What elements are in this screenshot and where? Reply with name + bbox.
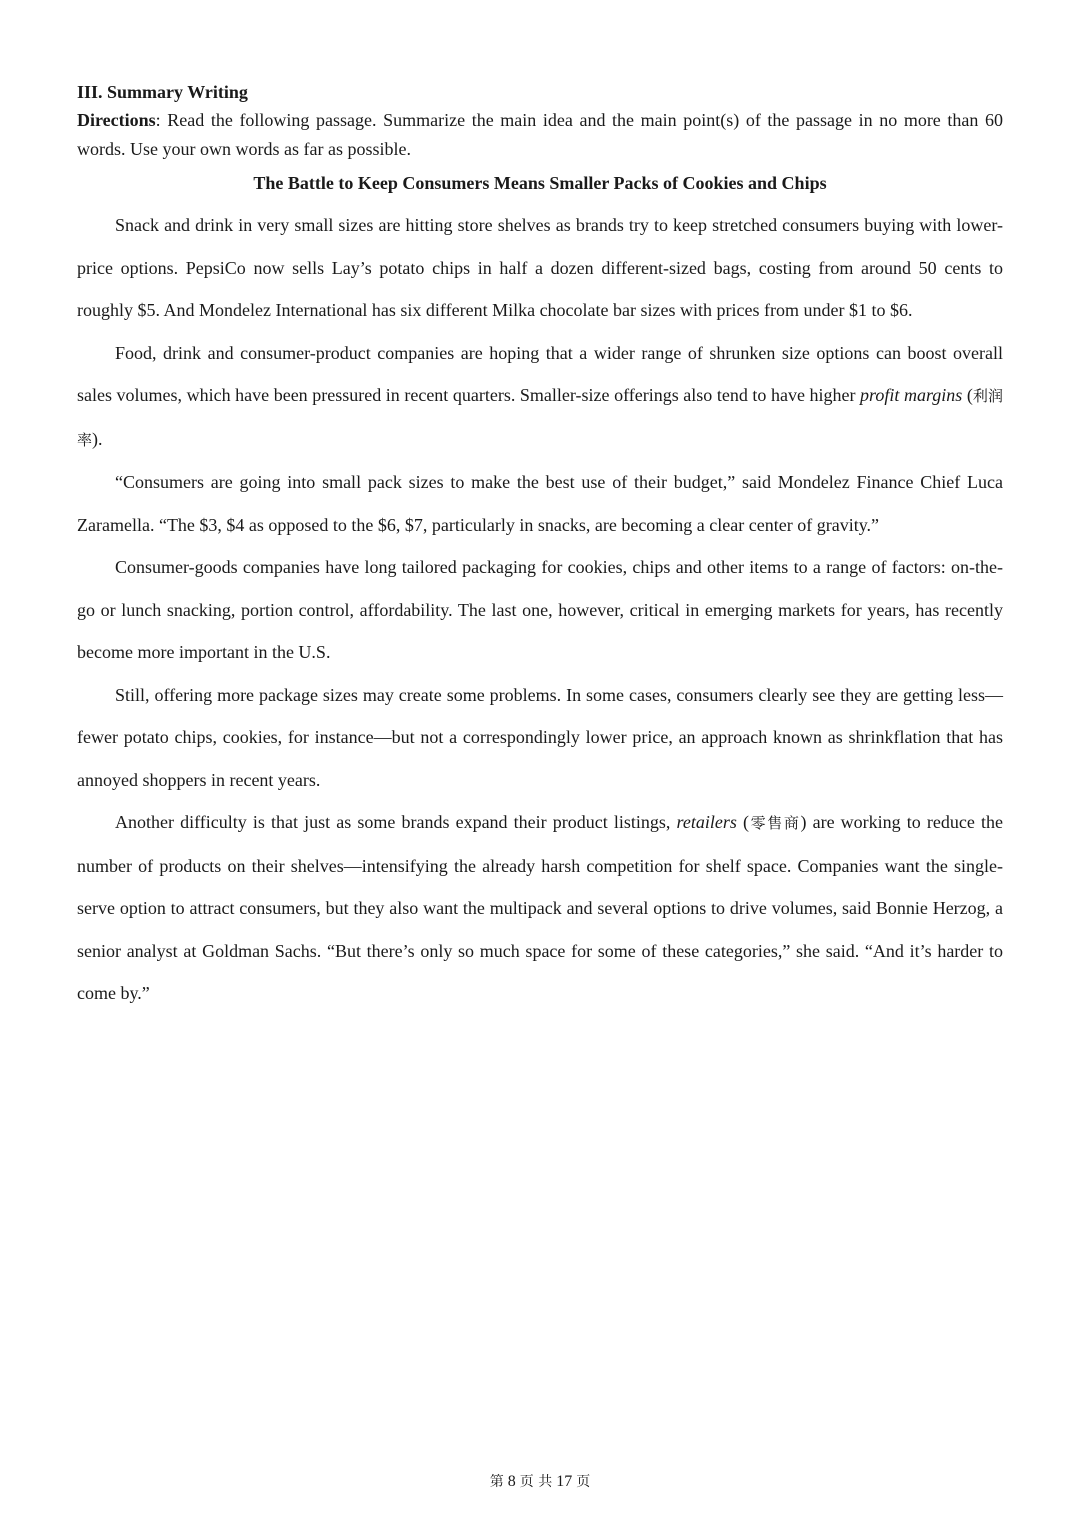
term-profit-margins: profit margins	[860, 385, 963, 405]
paragraph-3: “Consumers are going into small pack sizes to make the best use of their budget,” said Mondelez Finance Chief Luca Zaramella. “The $3, $4 as opposed to the $6, $7, particularly in snacks, are becoming a clear center of gravity.”	[77, 472, 1003, 535]
gloss-open: (	[962, 385, 973, 405]
gloss-retailers: 零售商	[748, 814, 801, 832]
paragraph-5: Still, offering more package sizes may create some problems. In some cases, consumers clearly see they are getting less—fewer potato chips, cookies, for instance—but not a correspondingly lower price, an approach known as shrinkflation that has annoyed shoppers in recent years.	[77, 684, 1003, 790]
footer-mid: 页 共	[519, 1474, 553, 1490]
section-heading: III. Summary Writing	[77, 82, 248, 102]
paragraph-4: Consumer-goods companies have long tailored packaging for cookies, chips and other items to a range of factors: on-the-go or lunch snacking, portion control, affordability. The last one, however, critical in emerging markets for years, has recently become more important in the U.S.	[77, 557, 1003, 662]
directions-label: Directions	[77, 110, 156, 130]
term-retailers: retailers	[676, 812, 737, 832]
passage-title: The Battle to Keep Consumers Means Smaller Packs of Cookies and Chips	[253, 173, 827, 193]
paragraph-6-text-after: are working to reduce the number of products on their shelves—intensifying the already harsh competition for shelf space. Companies want the single-serve option to attract consumers, but they also want the multipack and several options to drive volumes, said Bonnie Herzog, a senior analyst at Goldman Sachs. “But there’s only so much space for some of these categories,” she said. “And it’s harder to come by.”	[77, 812, 1003, 1003]
paragraph-6	[77, 801, 1003, 1015]
gloss-close: ).	[92, 428, 103, 449]
directions-text: : Read the following passage. Summarize the main idea and the main point(s) of the passage in no more than 60 words. Use your own words as far as possible.	[77, 110, 1003, 159]
footer-total-pages: 17	[556, 1473, 573, 1490]
paragraph-2-text: Food, drink and consumer-product companies are hoping that a wider range of shrunken size options can boost overall sales volumes, which have been pressured in recent quarters. Smaller-size offerings also tend to have higher	[77, 342, 1003, 405]
paragraph-1: Snack and drink in very small sizes are hitting store shelves as brands try to keep stretched consumers buying with lower-price options. PepsiCo now sells Lay’s potato chips in half a dozen different-sized bags, costing from around 50 cents to roughly $5. And Mondelez International has six different Milka chocolate bar sizes with prices from under $1 to $6.	[77, 215, 1003, 320]
directions	[77, 106, 1003, 164]
exam-page	[77, 78, 1003, 1015]
footer-suffix: 页	[576, 1474, 591, 1490]
gloss-profit-margins: 利润率	[77, 387, 1003, 449]
paragraph-6-text-before: Another difficulty is that just as some brands expand their product listings,	[115, 812, 677, 832]
footer-page-number: 8	[507, 1473, 516, 1490]
gloss-open: (	[736, 812, 749, 832]
paragraph-2	[77, 332, 1003, 462]
gloss-close: )	[800, 812, 807, 832]
footer-prefix: 第	[489, 1474, 504, 1490]
page-footer	[0, 1471, 1080, 1493]
